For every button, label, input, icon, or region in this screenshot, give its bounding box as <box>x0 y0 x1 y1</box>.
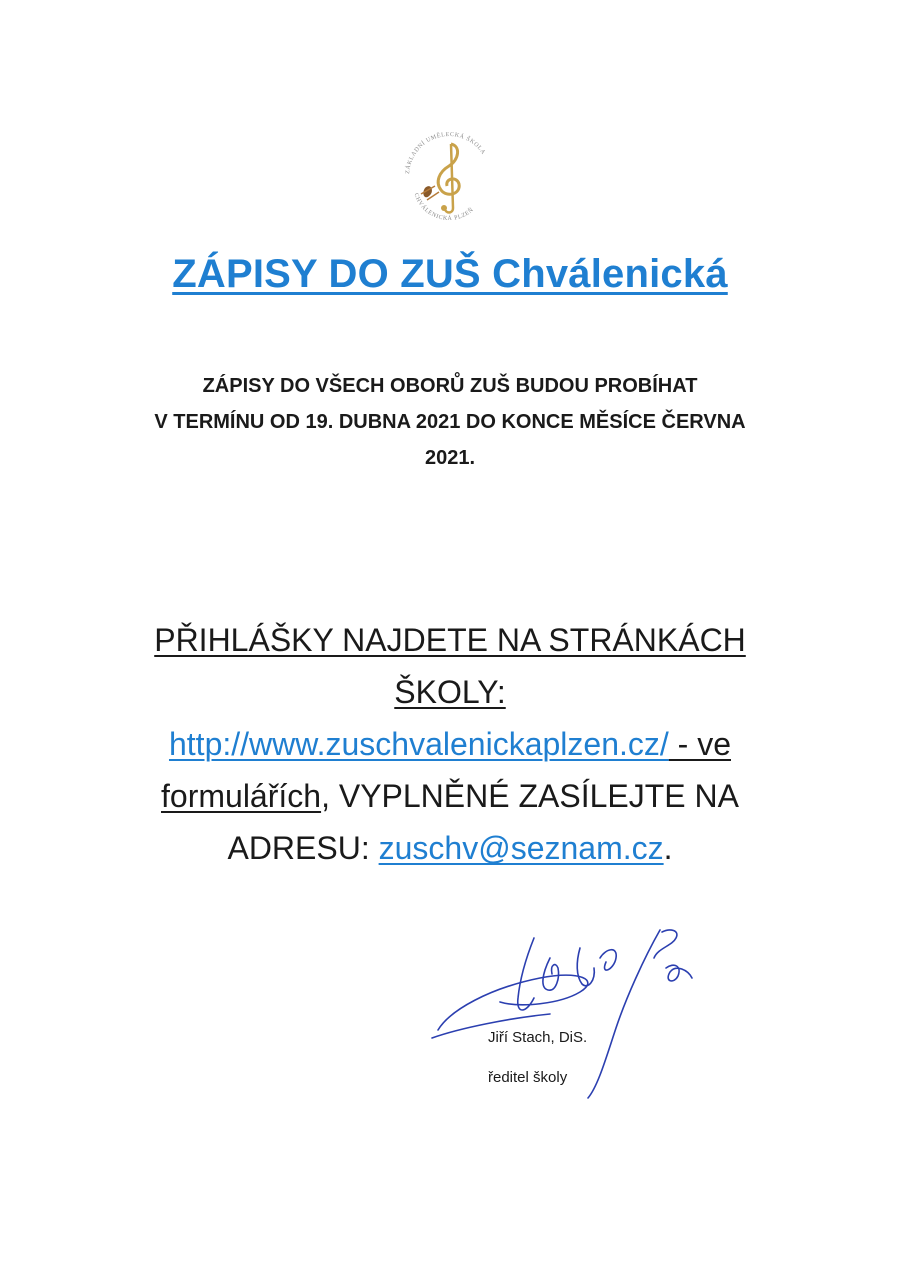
enrollment-notice <box>40 368 860 476</box>
svg-text:CHVÁLENICKÁ PLZEŇ: CHVÁLENICKÁ PLZEŇ <box>412 192 476 223</box>
notice-line-2: V TERMÍNU OD 19. DUBNA 2021 DO KONCE MĚSÍCE ČERVNA <box>154 411 746 433</box>
address-end: . <box>663 830 673 866</box>
signatory-role: ředitel školy <box>488 1069 568 1086</box>
page-title: ZÁPISY DO ZUŠ Chválenická <box>172 252 728 296</box>
svg-text:ZÁKLADNÍ UMĚLECKÁ ŠKOLA: ZÁKLADNÍ UMĚLECKÁ ŠKOLA <box>405 131 487 175</box>
notice-line-3: 2021. <box>424 447 476 469</box>
instructions-line-2: ŠKOLY: <box>394 674 506 710</box>
email-link[interactable]: zuschv@seznam.cz <box>378 830 664 866</box>
address-label: ADRESU: <box>227 830 379 866</box>
signatory <box>488 1018 587 1098</box>
forms-prefix-text: - ve <box>668 726 731 762</box>
school-logo-emblem <box>395 122 503 230</box>
forms-word: formulářích <box>161 778 322 814</box>
signatory-name: Jiří Stach, DiS. <box>488 1029 588 1046</box>
treble-clef-icon <box>421 144 459 213</box>
application-instructions <box>60 614 840 874</box>
send-filled-text: , VYPLNĚNÉ ZASÍLEJTE NA <box>321 778 739 814</box>
notice-line-1: ZÁPISY DO VŠECH OBORŮ ZUŠ BUDOU PROBÍHAT <box>202 375 698 397</box>
school-website-link[interactable]: http://www.zuschvalenickaplzen.cz/ <box>168 726 669 762</box>
instructions-line-1: PŘIHLÁŠKY NAJDETE NA STRÁNKÁCH <box>154 622 746 658</box>
